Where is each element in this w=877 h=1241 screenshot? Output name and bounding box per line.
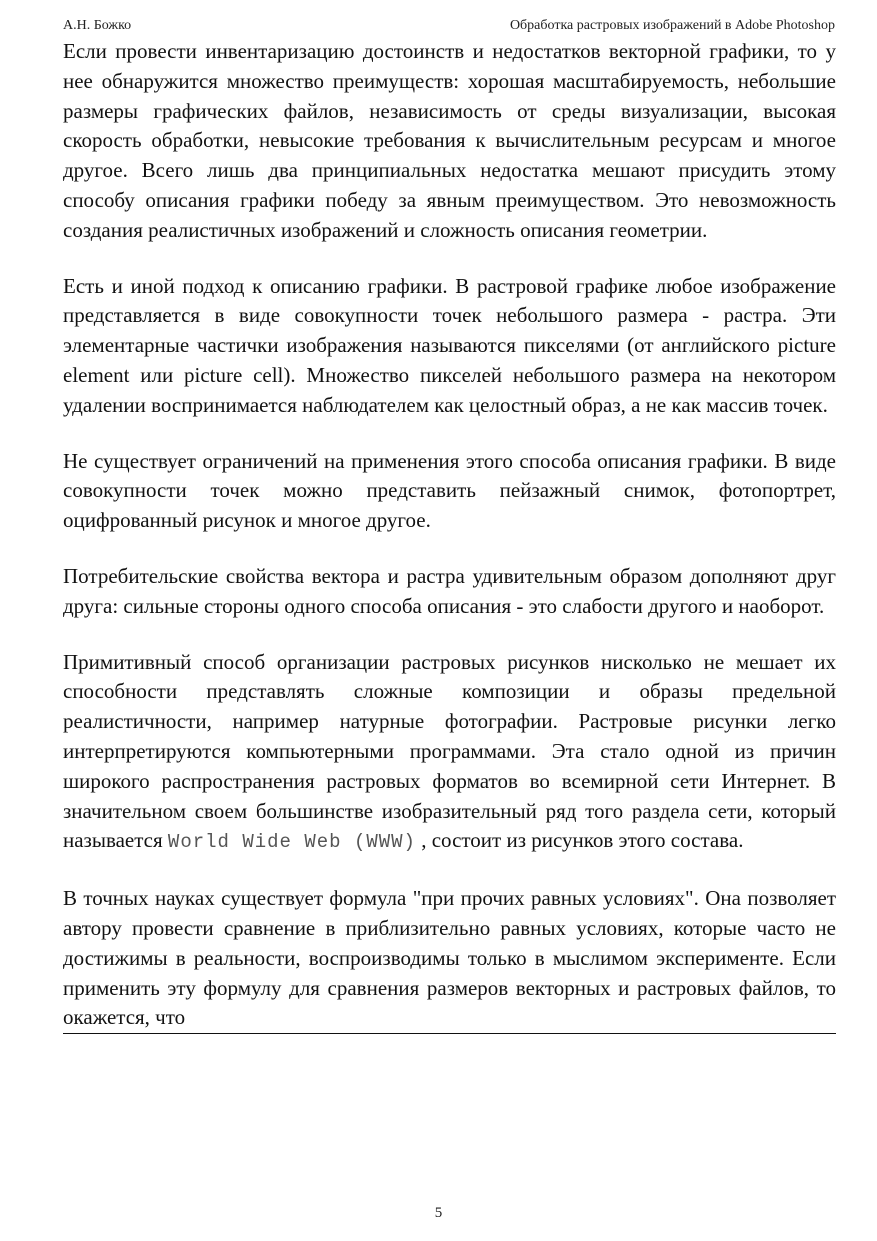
paragraph-raster-realism-start: Примитивный способ организации растровых рисунков нисколько не мешает их способности представлять сложные композиции и образы предельной реалистичности, например натурные фотографии. Растровые рисунки легко интерпретируются компьютерными программами. Эта стало одной из причин широкого распространения растровых форматов во всемирной сети Интернет. В значительном своем большинстве изобразительный ряд того раздела сети, который называется (63, 649, 836, 853)
paragraph-raster-limits: Не существует ограничений на применения этого способа описания графики. В виде совокупности точек можно представить пейзажный снимок, фотопортрет, оцифрованный рисунок и многое другое. (63, 448, 836, 533)
paragraph-equal-conditions: В точных науках существует формула "при прочих равных условиях". Она позволяет автору провести сравнение в приблизительно равных условиях, которые часто не достижимы в реальности, воспроизводимы только в мыслимом эксперименте. Если применить эту формулу для сравнения размеров векторных и растровых файлов, то окажется, что (63, 884, 836, 1034)
www-code-text: World Wide Web (WWW) (167, 831, 416, 854)
header-author: А.Н. Божко (63, 18, 132, 33)
page-number: 5 (434, 1205, 443, 1221)
paragraph-vector-pros-cons: Если провести инвентаризацию достоинств и недостатков векторной графики, то у нее обнаружится множество преимуществ: хорошая масштабируемость, небольшие размеры графических файлов, независимость от среды визуализации, высокая скорость обработки, невысокие требования к вычислительным ресурсам и многое другое. Всего лишь два принципиальных недостатка мешают присудить этому способу описания графики победу за явным преимуществом. Это невозможность создания реалистичных изображений и сложность описания геометрии. (63, 39, 836, 242)
paragraph-raster-realism (63, 648, 836, 859)
paragraph-raster-definition: Есть и иной подход к описанию графики. В растровой графике любое изображение представляется в виде совокупности точек небольшого размера - растра. Эти элементарные частички изображения называются пикселями (от английского picture element или picture cell). Множество пикселей небольшого размера на некотором удалении воспринимается наблюдателем как целостный образ, а не как массив точек. (63, 273, 836, 417)
header-title: Обработка растровых изображений в Adobe Photoshop (509, 18, 835, 33)
paragraph-raster-realism-end: , состоит из рисунков этого состава. (415, 828, 744, 853)
running-header (63, 16, 835, 36)
paragraph-vector-raster-complement: Потребительские свойства вектора и растра удивительным образом дополняют друг друга: сильные стороны одного способа описания - это слабости другого и наоборот. (63, 563, 836, 618)
body-text (63, 37, 836, 1034)
